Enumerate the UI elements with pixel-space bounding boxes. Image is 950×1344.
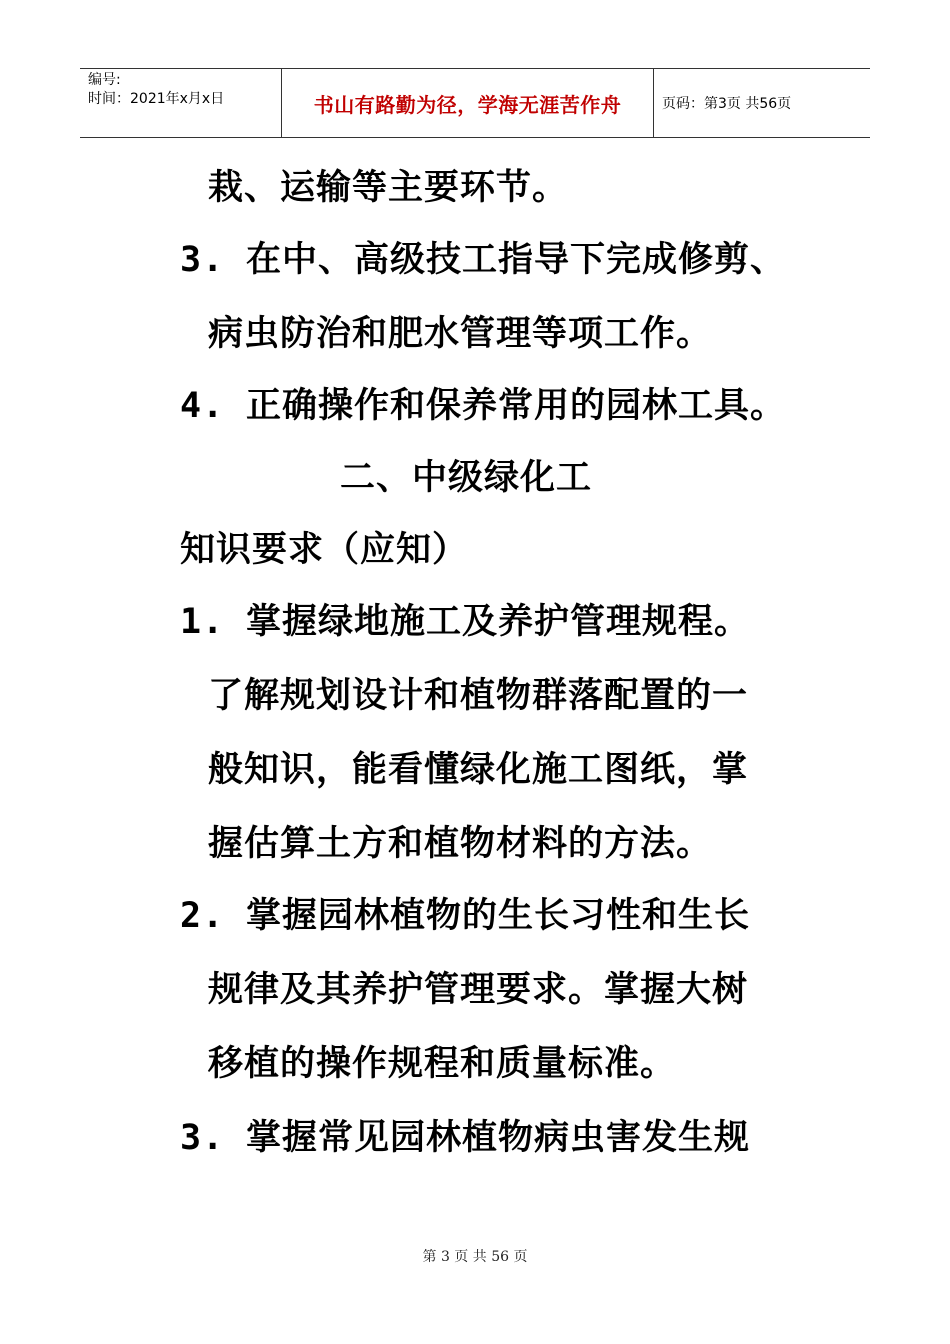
text-line: 病虫防治和肥水管理等项工作。	[208, 314, 713, 354]
subsection-heading: 知识要求（应知）	[180, 530, 469, 570]
list-number: 3.	[180, 1118, 225, 1158]
list-number: 4.	[180, 386, 225, 426]
list-number: 2.	[180, 896, 225, 936]
text-line: 握估算土方和植物材料的方法。	[208, 824, 713, 864]
list-item: 3. 掌握常见园林植物病虫害发生规	[180, 1118, 751, 1158]
text-line: 般知识，能看懂绿化施工图纸，掌	[208, 750, 749, 790]
page-footer: 第 3 页 共 56 页	[422, 1249, 528, 1265]
motto-text: 书山有路勤为径，学海无涯苦作舟	[313, 92, 622, 117]
header-page-cell	[654, 69, 870, 137]
list-number: 3.	[180, 240, 225, 280]
text-line: 栽、运输等主要环节。	[208, 168, 569, 208]
list-item: 4. 正确操作和保养常用的园林工具。	[180, 386, 787, 426]
page-info: 页码：第3页 共56页	[662, 96, 792, 112]
header-meta	[80, 69, 282, 137]
header-motto-cell	[282, 69, 654, 137]
list-item: 2. 掌握园林植物的生长习性和生长	[180, 896, 751, 936]
list-item: 3. 在中、高级技工指导下完成修剪、	[180, 240, 787, 280]
text-line: 移植的操作规程和质量标准。	[208, 1044, 677, 1084]
text-line: 了解规划设计和植物群落配置的一	[208, 676, 749, 716]
text-line: 规律及其养护管理要求。掌握大树	[208, 970, 749, 1010]
time-label: 时间：2021年x月x日	[88, 91, 225, 107]
list-item: 1. 掌握绿地施工及养护管理规程。	[180, 602, 751, 642]
header-table	[80, 68, 870, 138]
list-number: 1.	[180, 602, 225, 642]
number-label: 编号:	[88, 72, 121, 88]
section-heading: 二、中级绿化工	[340, 458, 593, 498]
